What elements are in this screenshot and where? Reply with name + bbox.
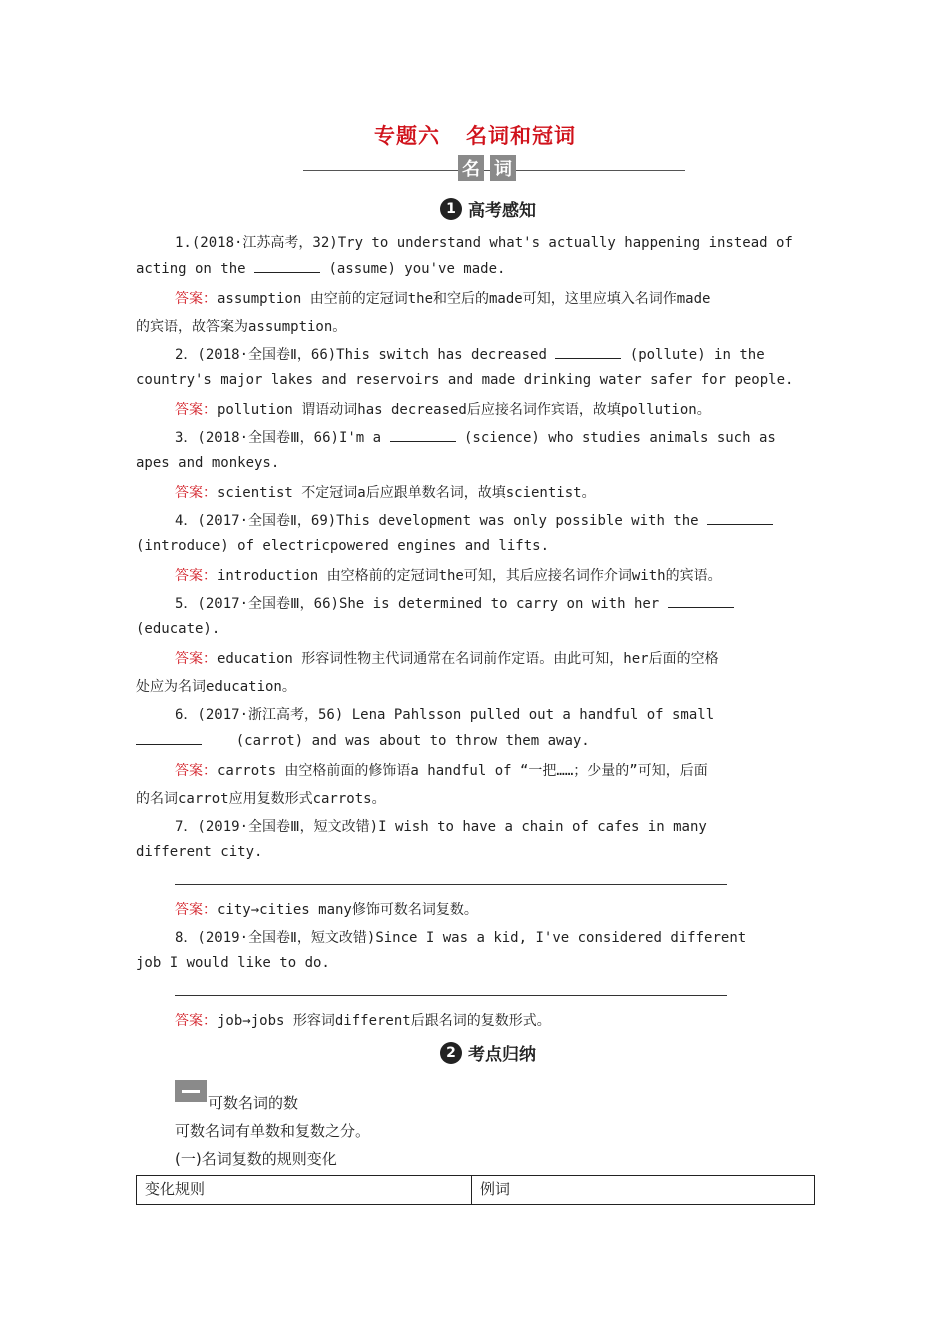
answer-write-line <box>175 884 727 885</box>
q6-answer: 答案：carrots 由空格前面的修饰语a handful of “一把……；少量的”可知，后面 <box>175 763 708 779</box>
q7-line-1: 7．(2019·全国卷Ⅲ，短文改错)I wish to have a chain of cafes in many <box>175 819 707 835</box>
title-subject: 名词和冠词 <box>466 123 576 148</box>
q7-answer: 答案：city→cities many修饰可数名词复数。 <box>175 902 478 918</box>
title-topic: 专题六 <box>374 123 440 148</box>
q4-line-1: 4．(2017·全国卷Ⅱ，69)This development was only possible with the <box>175 510 773 530</box>
rules-table <box>136 1175 815 1205</box>
q1-answer: 答案：assumption 由空前的定冠词the和空后的made可知，这里应填入名词作made <box>175 291 711 307</box>
badge-char-2: 词 <box>490 155 516 181</box>
fill-blank <box>390 429 456 442</box>
section-number: 2 <box>440 1042 462 1064</box>
q2-line-1: 2．(2018·全国卷Ⅱ，66)This switch has decreased (pollute) in the <box>175 347 765 363</box>
q2-answer: 答案：pollution 谓语动词has decreased后应接名词作宾语，故填pollution。 <box>175 402 711 418</box>
q4-line-2: (introduce) of electricpowered engines and lifts. <box>136 538 550 554</box>
q2-line-2: country's major lakes and reservoirs and made drinking water safer for people. <box>136 372 794 388</box>
q5-answer: 答案：education 形容词性物主代词通常在名词前作定语。由此可知，her后面的空格 <box>175 651 719 667</box>
q1-answer-cont: 的宾语，故答案为assumption。 <box>136 319 347 335</box>
q8-line-1: 8．(2019·全国卷Ⅱ，短文改错)Since I was a kid, I've considered different <box>175 930 747 946</box>
q6-line-2: (carrot) and was about to throw them away. <box>136 732 590 749</box>
q3-line-1: 3．(2018·全国卷Ⅲ，66)I'm a (science) who studies animals such as <box>175 430 776 446</box>
section-heading-1 <box>440 196 536 221</box>
answer-write-line <box>175 995 727 996</box>
q5-answer-cont: 处应为名词education。 <box>136 679 296 695</box>
fill-blank <box>136 732 202 745</box>
section-label: 考点归纳 <box>468 1045 536 1065</box>
q3-answer: 答案：scientist 不定冠词a后应跟单数名词，故填scientist。 <box>175 485 596 501</box>
q7-line-2: different city. <box>136 844 263 860</box>
q8-line-2: job I would like to do. <box>136 955 330 971</box>
part-one-sub: (一)名词复数的规则变化 <box>175 1150 337 1168</box>
fill-blank <box>707 512 773 525</box>
q1-line-2: acting on the (assume) you've made. <box>136 261 506 277</box>
q1-line-1: 1.(2018·江苏高考，32)Try to understand what's actually happening instead of <box>175 235 793 251</box>
table-header: 变化规则 <box>137 1176 472 1205</box>
fill-blank <box>555 346 621 359</box>
q5-line-2: (educate). <box>136 621 221 637</box>
section-badge <box>458 155 516 181</box>
page-title <box>0 120 950 150</box>
table-header: 例词 <box>472 1176 815 1205</box>
q4-answer: 答案：introduction 由空格前的定冠词the可知，其后应接名词作介词with的宾语。 <box>175 568 722 584</box>
q8-answer: 答案：job→jobs 形容词different后跟名词的复数形式。 <box>175 1013 551 1029</box>
fill-blank <box>668 595 734 608</box>
part-one-heading: 可数名词的数 <box>208 1094 299 1112</box>
q6-answer-cont: 的名词carrot应用复数形式carrots。 <box>136 791 386 807</box>
table-header-row <box>137 1176 815 1205</box>
fill-blank <box>254 260 320 273</box>
badge-char-1: 名 <box>458 155 484 181</box>
q3-line-2: apes and monkeys. <box>136 455 280 471</box>
q5-line-1: 5．(2017·全国卷Ⅲ，66)She is determined to carry on with her <box>175 593 734 613</box>
part-one-badge <box>175 1080 207 1102</box>
part-one-desc: 可数名词有单数和复数之分。 <box>175 1122 371 1140</box>
section-heading-2 <box>440 1040 536 1065</box>
section-label: 高考感知 <box>468 201 536 221</box>
q6-line-1: 6．(2017·浙江高考，56) Lena Pahlsson pulled out a handful of small <box>175 707 715 723</box>
section-number: 1 <box>440 198 462 220</box>
